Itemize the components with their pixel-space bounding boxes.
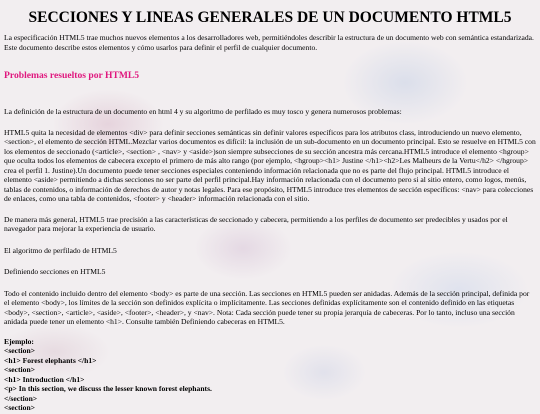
paragraph-html5-sectioning: HTML5 quita la necesidad de elementos <div> para definir secciones semánticas sin definir valores específicos para los atributos class, introduciendo un nuevo elemento, <section>, el elemento de sección HTML.Mezclar varios documentos es difícil: la inclusión de un sub-documento en un documento principal. Esto se resuelve en HTML5 con los elementos de seccionado (<article>, <section> , <nav> y <aside>)son siempre subsecciones de su sección ancestra más cercana.HTML5 introduce el elemento <hgroup> que oculta todos los elementos de cabecera excepto el primero de más alto rango (por ejemplo, <hgroup><h1> Justine </h1><h2>Les Malheurs de la Vertu</h2> </hgroup> crea el perfil 1. Justine).Un documento puede tener secciones especiales conteniendo información relacionada que no es parte del flujo principal. HTML5 introduce el elemento <aside> permitiendo a dichas secciones no ser parte del perfil principal.Hay información relacionada con el documento pero si al sitio entero, como logos, menús, tablas de contenidos, o información de derechos de autor y notas legales. Para ese propósito, HTML5 introduce tres elementos de sección específicos: <nav> para colecciones de enlaces, como una tabla de contenidos, <footer> y <header> información relacionada con el sitio.: [4, 127, 536, 203]
page-title: SECCIONES Y LINEAS GENERALES DE UN DOCUMENTO HTML5: [28, 9, 512, 26]
paragraph-structure-problems: La definición de la estructura de un documento en html 4 y su algoritmo de perfilado es muy tosco y genera numerosos problemas:: [4, 107, 402, 116]
code-line: <section>: [4, 403, 36, 412]
intro-paragraph: La especificación HTML5 trae muchos nuevos elementos a los desarrolladores web, permitiéndoles describir la estructura de un documento web con semántica estandarizada. Este documento describe estos elementos y cómo usarlos para definir el perfil de cualquier documento.: [4, 33, 534, 52]
code-line: <h1> Forest elephants </h1>: [4, 355, 97, 365]
code-line: <h1> Introduction </h1>: [4, 374, 85, 384]
code-line: <p> In this section, we discuss the lesser known forest elephants.: [4, 384, 212, 393]
document-page: [0, 9, 540, 413]
code-line: </section>: [4, 393, 38, 403]
paragraph-precision: De manera más general, HTML5 trae precisión a las características de seccionado y cabecera, permitiendo a los perfiles de documento ser predecibles y usados por el navegador para mejorar la experiencia de usuario.: [4, 214, 508, 233]
section-heading: Problemas resueltos por HTML5: [4, 70, 140, 81]
paragraph-body-content: Todo el contenido incluido dentro del elemento <body> es parte de una sección. Las secciones en HTML5 pueden ser anidadas. Además de la sección principal, definida por el elemento <body>, los límites de la sección son definidos explícita o implícitamente. Las secciones definidas explícitamente son el contenido definido en las etiquetas <body>, <section>, <article>, <aside>, <footer>, <header>, y <nav>. Nota: Cada sección puede tener su propia jerarquía de cabeceras. Por lo tanto, incluso una sección anidada puede tener un elemento <h1>. Consulte también Definiendo cabeceras en HTML5.: [4, 288, 530, 326]
paragraph-outline-algorithm: El algoritmo de perfilado de HTML5: [4, 245, 117, 255]
code-line: <section>: [4, 365, 36, 374]
code-example: [4, 337, 536, 413]
paragraph-defining-sections: Definiendo secciones en HTML5: [4, 267, 106, 276]
code-line: <section>: [4, 346, 36, 355]
example-label: Ejemplo:: [4, 336, 34, 346]
